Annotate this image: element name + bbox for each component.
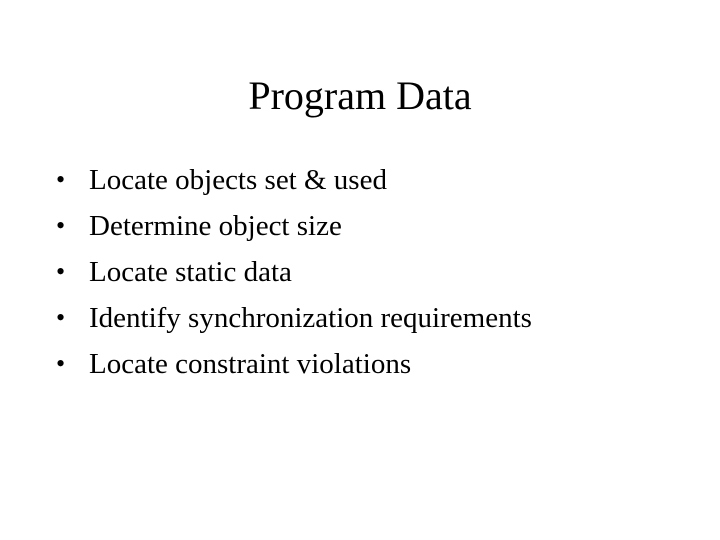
bullet-icon: • — [56, 257, 66, 286]
bullet-text: Locate constraint violations — [89, 348, 412, 380]
bullet-icon: • — [56, 165, 66, 194]
bullet-text: Identify synchronization requirements — [89, 302, 532, 334]
bullet-text: Locate static data — [89, 256, 292, 288]
slide-title: Program Data — [248, 73, 472, 118]
bullet-icon: • — [56, 211, 66, 240]
bullet-text: Determine object size — [89, 210, 342, 242]
bullet-text: Locate objects set & used — [89, 164, 387, 196]
bullet-icon: • — [56, 303, 66, 332]
bullet-icon: • — [56, 349, 66, 378]
